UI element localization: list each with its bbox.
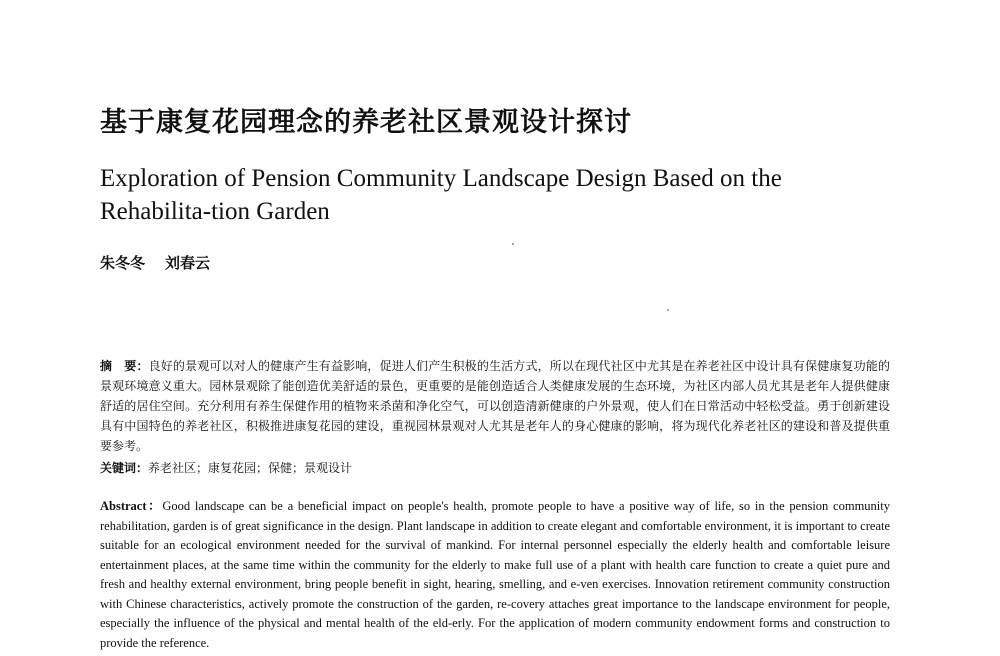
author-name: 朱冬冬 xyxy=(100,254,146,272)
abstract-en-label: Abstract： xyxy=(100,499,163,513)
abstract-cn-text: 良好的景观可以对人的健康产生有益影响，促进人们产生积极的生活方式，所以在现代社区中尤其是在养老社区中设计具有保健康复功能的景观环境意义重大。园林景观除了能创造优美舒适的景色，更重要的是能创造适合人类健康发展的生态环境，为社区内部人员尤其是老年人提供健康舒适的居住空间。充分利用有养生保健作用的植物来杀菌和净化空气，可以创造清新健康的户外景观，使人们在日常活动中轻松受益。勇于创新建设具有中国特色的养老社区，积极推进康复花园的建设，重视园林景观对人尤其是老年人的身心健康的影响，将为现代化养老社区的建设和普及提供重要参考。 xyxy=(100,359,890,453)
abstract-cn-label: 摘 要： xyxy=(100,359,149,373)
keywords-chinese xyxy=(100,459,890,477)
scan-speck xyxy=(667,309,669,311)
abstract-en-text: Good landscape can be a beneficial impact on people's health, promote people to have a positive way of life, so in the pension community rehabilitation, garden is of great significance in the design. Plant landscape in addition to create elegant and comfortable environment, it is important to create suitable for an ecological environment needed for the survival of mankind. For internal personnel especially the elderly health and comfortable leisure entertainment places, at the same time within the community for the elderly to make full use of a plant with health care function to create a quiet pure and fresh and healthy external environment, bring people benefit in sight, hearing, smelling, and e-ven exercises. Innovation retirement community construction with Chinese characteristics, actively promote the construction of the garden, re-covery attaches great importance to the landscape environment for people, especially the influence of the physical and mental health of the eld-erly. For the application of modern community endowment forms and construction to provide the reference. xyxy=(100,499,891,650)
scan-speck xyxy=(512,243,514,245)
keywords-cn-text: 养老社区；康复花园；保健；景观设计 xyxy=(148,461,353,475)
author-name: 刘春云 xyxy=(165,254,211,272)
title-chinese: 基于康复花园理念的养老社区景观设计探讨 xyxy=(100,107,632,138)
abstract-chinese xyxy=(100,356,890,456)
title-english: Exploration of Pension Community Landscape Design Based on the Rehabilita-tion Garden xyxy=(100,165,782,225)
keywords-cn-label: 关键词： xyxy=(100,461,149,475)
abstract-english xyxy=(100,497,890,653)
author-list xyxy=(100,252,210,273)
